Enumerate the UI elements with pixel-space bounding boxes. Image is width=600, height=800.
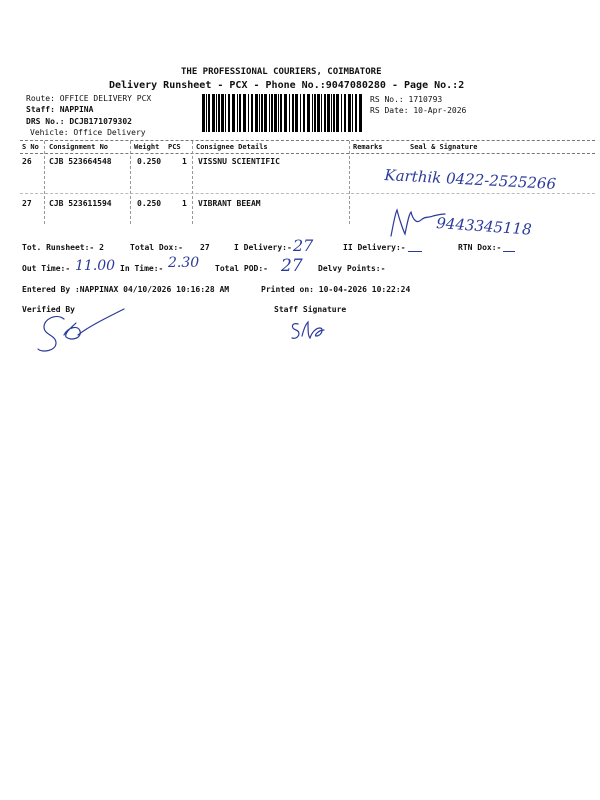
printed-on: Printed on: 10-04-2026 10:22:24 bbox=[261, 285, 411, 294]
col-weight: Weight bbox=[134, 143, 160, 151]
entered-by: Entered By :NAPPINAX 04/10/2026 10:16:28 AM bbox=[22, 285, 230, 294]
staff-signature-label: Staff Signature bbox=[274, 305, 347, 314]
ii-delivery-label: II Delivery:- bbox=[343, 243, 406, 252]
column-divider bbox=[130, 141, 131, 224]
company-title: THE PROFESSIONAL COURIERS, COIMBATORE bbox=[181, 67, 382, 77]
ii-delivery-dash bbox=[408, 251, 422, 252]
out-time-label: Out Time:- bbox=[22, 264, 71, 273]
col-sno: S No bbox=[22, 143, 39, 151]
row-weight: 0.250 bbox=[137, 157, 162, 166]
handwritten-receiver-note: Karthik 0422-2525266 bbox=[384, 166, 557, 193]
col-seal-signature: Seal & Signature bbox=[410, 143, 478, 151]
handwritten-receiver-phone: 9443345118 bbox=[435, 214, 533, 239]
rs-date: RS Date: 10-Apr-2026 bbox=[370, 106, 467, 115]
table-header-rule bbox=[20, 153, 595, 154]
tot-runsheet: Tot. Runsheet:- 2 bbox=[22, 243, 104, 252]
row-weight: 0.250 bbox=[137, 199, 162, 208]
barcode-icon bbox=[202, 94, 366, 132]
table-top-rule bbox=[20, 140, 595, 141]
delvy-points-label: Delvy Points:- bbox=[318, 264, 386, 273]
col-consignment: Consignment No bbox=[49, 143, 109, 151]
rtn-dox-label: RTN Dox:- bbox=[458, 243, 502, 252]
row-divider bbox=[20, 193, 595, 194]
row-sno: 27 bbox=[22, 199, 32, 208]
total-dox-value: 27 bbox=[200, 243, 210, 252]
out-time-handwritten: 11.00 bbox=[75, 258, 116, 274]
column-divider bbox=[349, 141, 350, 224]
in-time-handwritten: 2.30 bbox=[168, 255, 200, 271]
staff-text: Staff: NAPPINA bbox=[26, 105, 94, 114]
rs-number: RS No.: 1710793 bbox=[370, 95, 443, 104]
col-pcs: PCS bbox=[168, 143, 181, 151]
row-consignee: VIBRANT BEEAM bbox=[198, 199, 261, 208]
verifier-signature-icon bbox=[34, 305, 130, 357]
col-consignee: Consignee Details bbox=[196, 143, 268, 151]
i-delivery-label: I Delivery:- bbox=[234, 243, 292, 252]
row-consignment-no: CJB 523664548 bbox=[49, 157, 112, 166]
verified-by-label: Verified By bbox=[22, 305, 75, 314]
row-pcs: 1 bbox=[182, 157, 187, 166]
total-dox-label: Total Dox:- bbox=[130, 243, 183, 252]
i-delivery-handwritten: 27 bbox=[293, 236, 314, 255]
rtn-dox-dash bbox=[503, 251, 515, 252]
column-divider bbox=[192, 141, 193, 224]
row-consignee: VISSNU SCIENTIFIC bbox=[198, 157, 280, 166]
vehicle-text: Vehicle: Office Delivery bbox=[30, 128, 146, 137]
row-sno: 26 bbox=[22, 157, 32, 166]
row-consignment-no: CJB 523611594 bbox=[49, 199, 112, 208]
total-pod-label: Total POD:- bbox=[215, 264, 268, 273]
runsheet-title: Delivery Runsheet - PCX - Phone No.:9047080280 - Page No.:2 bbox=[109, 80, 465, 91]
drs-number: DRS No.: DCJB171079302 bbox=[26, 117, 132, 126]
total-pod-handwritten: 27 bbox=[281, 256, 303, 276]
staff-signature-icon bbox=[288, 318, 330, 344]
row-pcs: 1 bbox=[182, 199, 187, 208]
column-divider bbox=[44, 141, 45, 224]
in-time-label: In Time:- bbox=[120, 264, 164, 273]
col-remarks: Remarks bbox=[353, 143, 383, 151]
route-text: Route: OFFICE DELIVERY PCX bbox=[26, 94, 152, 103]
